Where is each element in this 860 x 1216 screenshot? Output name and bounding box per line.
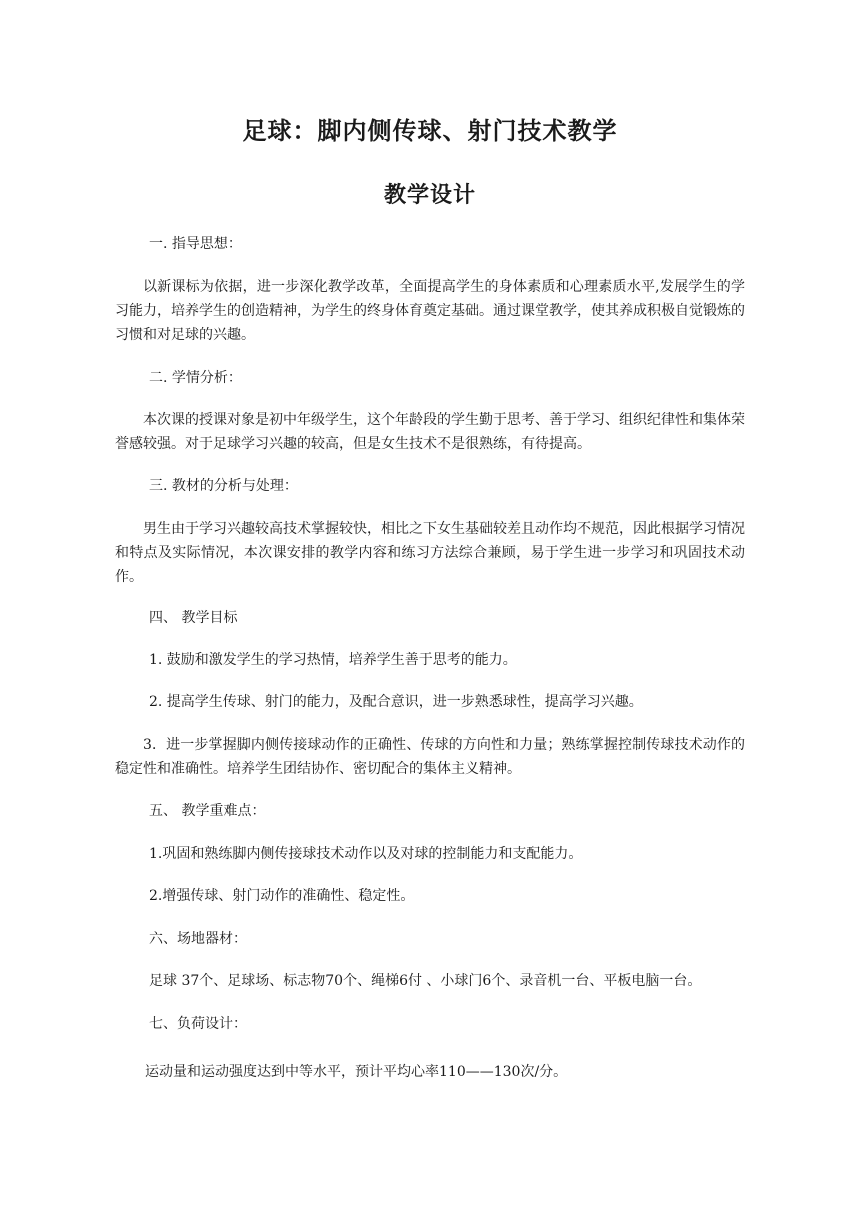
paragraph-equipment: 足球 37个、足球场、标志物70个、绳梯6付 、小球门6个、录音机一台、平板电脑一台。 [149, 973, 702, 989]
paragraph-materials: 男生由于学习兴趣较高技术掌握较快，相比之下女生基础较差且动作均不规范，因此根据学习情况和特点及实际情况，本次课安排的教学内容和练习方法综合兼顾，易于学生进一步学习和巩固技术动作。 [115, 521, 745, 585]
section-heading-load: 七、负荷设计： [149, 1016, 247, 1032]
section-heading-guiding: 一. 指导思想： [149, 236, 242, 252]
document-subtitle: 教学设计 [383, 182, 476, 208]
key-point-2: 2.增强传球、射门动作的准确性、稳定性。 [149, 888, 415, 904]
section-heading-goals: 四、 教学目标 [149, 610, 238, 626]
document-title: 足球：脚内侧传球、射门技术教学 [242, 116, 618, 145]
goal-item-2: 2. 提高学生传球、射门的能力，及配合意识，进一步熟悉球性，提高学习兴趣。 [149, 694, 643, 710]
section-heading-students: 二. 学情分析： [149, 370, 242, 386]
section-heading-equipment: 六、场地器材： [149, 931, 247, 947]
paragraph-guiding: 以新课标为依据，进一步深化教学改革，全面提高学生的身体素质和心理素质水平,发展学生的学习能力，培养学生的创造精神，为学生的终身体育奠定基础。通过课堂教学，使其养成积极自觉锻炼的习惯和对足球的兴趣。 [115, 279, 745, 343]
goal-item-3: 3．进一步掌握脚内侧传接球动作的正确性、传球的方向性和力量；熟练掌握控制传球技术动作的稳定性和准确性。培养学生团结协作、密切配合的集体主义精神。 [115, 737, 745, 777]
paragraph-students: 本次课的授课对象是初中年级学生，这个年龄段的学生勤于思考、善于学习、组织纪律性和集体荣誉感较强。对于足球学习兴趣的较高，但是女生技术不是很熟练，有待提高。 [115, 412, 745, 452]
section-heading-materials: 三. 教材的分析与处理： [149, 478, 298, 494]
goal-item-1: 1. 鼓励和激发学生的学习热情，培养学生善于思考的能力。 [149, 652, 517, 668]
section-heading-key-points: 五、 教学重难点： [149, 803, 266, 819]
key-point-1: 1.巩固和熟练脚内侧传接球技术动作以及对球的控制能力和支配能力。 [149, 846, 583, 862]
paragraph-load: 运动量和运动强度达到中等水平，预计平均心率110——130次/分。 [145, 1064, 568, 1080]
